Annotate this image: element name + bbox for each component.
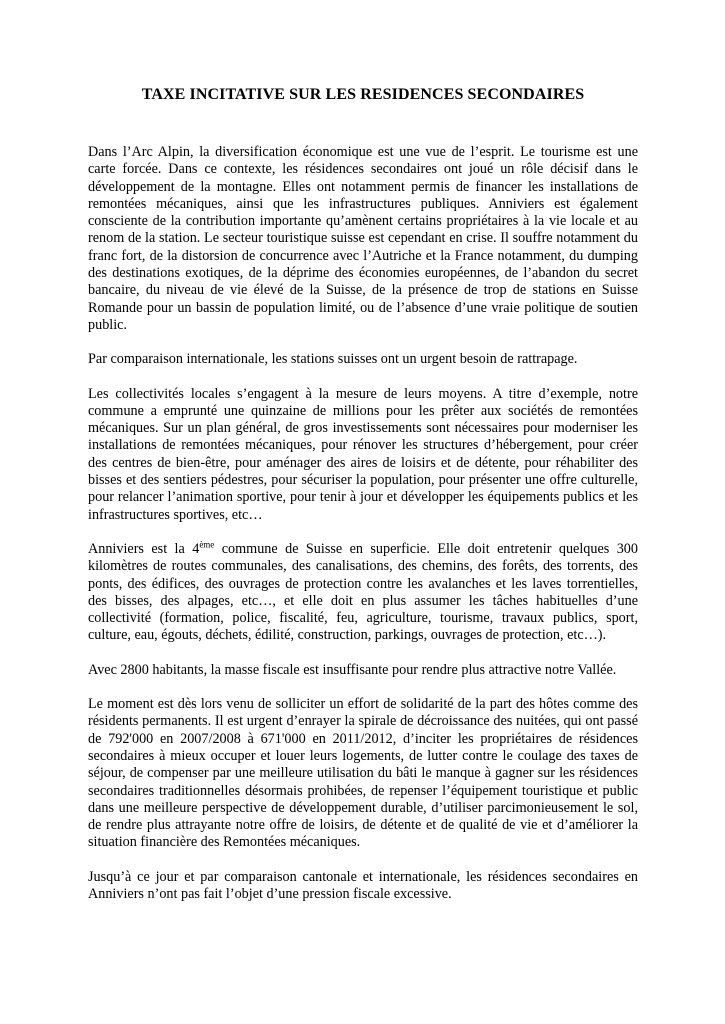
document-title: TAXE INCITATIVE SUR LES RESIDENCES SECONDAIRES [141, 86, 585, 103]
paragraph-local-investments: Les collectivités locales s’engagent à la mesure de leurs moyens. A titre d’exemple, notre commune a emprunté une quinzaine de millions pour les prêter aux sociétés de remontées mécaniques. Sur un plan général, de gros investissements sont nécessaires pour moderniser les installations de remontées mécaniques, pour rénover les structures d’hébergement, pour créer des centres de bien-être, pour aménager des aires de loisirs et de détente, pour réhabiliter des bisses et des sentiers pédestres, pour sécuriser la population, pour présenter une offre culturelle, pour relancer l’animation sportive, pour tenir à jour et développer les équipements publics et les infrastructures sportives, etc… [88, 385, 638, 523]
document-page [88, 86, 638, 920]
paragraph-commune-text-start: Anniviers est la 4 [88, 540, 200, 557]
paragraph-alpine-context: Dans l’Arc Alpin, la diversification économique est une vue de l’esprit. Le tourisme est une carte forcée. Dans ce contexte, les résidences secondaires ont joué un rôle décisif dans le développement de la montagne. Elles ont notamment permis de financer les installations de remontées mécaniques, ainsi que les infrastructures publiques. Anniviers est également consciente de la contribution importante qu’amènent certains propriétaires à la vie locale et au renom de la station. Le secteur touristique suisse est cependant en crise. Il souffre notamment du franc fort, de la distorsion de concurrence avec l’Autriche et la France notamment, du dumping des destinations exotiques, de la déprime des économies européennes, de l’abandon du secret bancaire, du niveau de vie élevé de la Suisse, de la présence de trop de stations en Suisse Romande pour un bassin de population limité, ou de l’absence d’une vraie politique de soutien public. [88, 144, 638, 333]
paragraph-solidarity-effort: Le moment est dès lors venu de solliciter un effort de solidarité de la part des hôtes comme des résidents permanents. Il est urgent d’enrayer la spirale de décroissance des nuitées, qui ont passé de 792'000 en 2007/2008 à 671'000 en 2011/2012, d’inciter les propriétaires de résidences secondaires à mieux occuper et louer leurs logements, de lutter contre le coulage des taxes de séjour, de compenser par une meilleure utilisation du bâti le manque à gagner sur les résidences secondaires traditionnelles désormais prohibées, de repenser l’équipement touristique et public dans une meilleure perspective de développement durable, d’utiliser parcimonieusement le sol, de rendre plus attrayante notre offre de loisirs, de détente et de qualité de vie et d’améliorer la situation financière des Remontées mécaniques. [88, 696, 638, 851]
ordinal-superscript: ème [199, 539, 215, 550]
paragraph-commune-superficie [88, 541, 638, 645]
paragraph-fiscal-pressure: Jusqu’à ce jour et par comparaison cantonale et internationale, les résidences secondaires en Anniviers n’ont pas fait l’objet d’une pression fiscale excessive. [88, 868, 638, 902]
paragraph-population: Avec 2800 habitants, la masse fiscale est insuffisante pour rendre plus attractive notre Vallée. [88, 661, 617, 678]
paragraph-commune-text-end: commune de Suisse en superficie. Elle doit entretenir quelques 300 kilomètres de routes communales, des canalisations, des chemins, des forêts, des torrents, des ponts, des édifices, des ouvrages de protection contre les avalanches et les laves torrentielles, des bisses, des alpages, etc…, et elle doit en plus assumer les tâches habituelles d’une collectivité (formation, police, fiscalité, feu, agriculture, tourisme, travaux publics, sport, culture, eau, égouts, déchets, édilité, construction, parkings, ouvrages de protection, etc…). [88, 540, 638, 644]
paragraph-international-comparison: Par comparaison internationale, les stations suisses ont un urgent besoin de rattrapage. [88, 351, 578, 368]
